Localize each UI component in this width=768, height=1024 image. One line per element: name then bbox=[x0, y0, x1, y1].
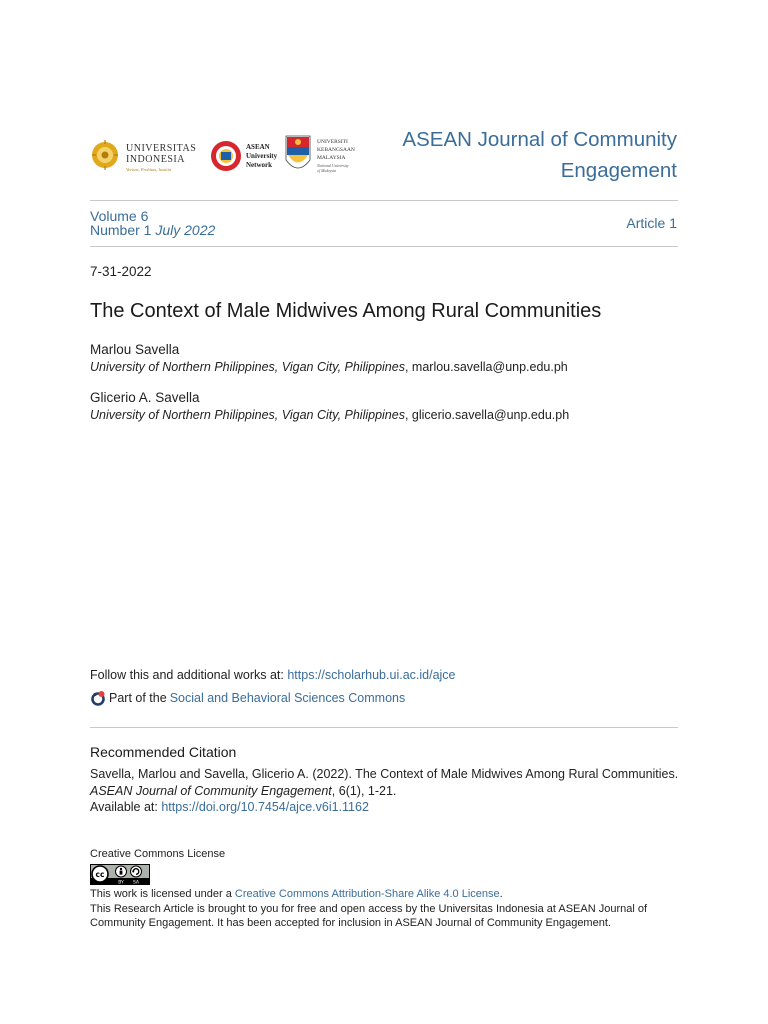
follow-line bbox=[90, 668, 456, 682]
access-line2: Community Engagement. It has been accepted for inclusion in ASEAN Journal of Community Engagement. bbox=[90, 917, 611, 929]
citation-journal: ASEAN Journal of Community Engagement bbox=[90, 783, 332, 798]
author-email: marlou.savella@unp.edu.ph bbox=[411, 360, 568, 374]
aun-logo-icon bbox=[211, 141, 241, 171]
partner-logos bbox=[90, 130, 360, 180]
cc-icon bbox=[92, 866, 108, 882]
aun-line2: University bbox=[246, 152, 278, 160]
aun-line3: Network bbox=[246, 161, 273, 169]
license-line bbox=[90, 887, 680, 902]
journal-title-line1: ASEAN Journal of Community bbox=[402, 128, 677, 151]
license-link[interactable]: Creative Commons Attribution-Share Alike 4.0 License bbox=[234, 888, 500, 900]
badge-sa-text: SA bbox=[132, 880, 140, 885]
article-title: The Context of Male Midwives Among Rural Communities bbox=[90, 300, 602, 322]
citation-divider bbox=[90, 727, 678, 728]
citation-volume-pages: , 6(1), 1-21. bbox=[331, 783, 397, 798]
access-line1: This Research Article is brought to you for free and open access by the Universitas Indonesia at ASEAN Journal of bbox=[90, 902, 648, 915]
article-number-link[interactable]: Article 1 bbox=[626, 215, 677, 231]
part-of-label: Part of the bbox=[109, 691, 167, 705]
number-date-line bbox=[90, 223, 215, 237]
share-alike-icon bbox=[131, 866, 142, 877]
ukm-crest-icon bbox=[286, 136, 310, 168]
ukm-sub2: of Malaysia bbox=[317, 168, 336, 173]
journal-title-line2: Engagement bbox=[560, 159, 677, 182]
affiliation-text: University of Northern Philippines, Vigan City, Philippines bbox=[90, 360, 405, 374]
ukm-line1: UNIVERSITI bbox=[317, 139, 348, 145]
issue-divider bbox=[90, 246, 678, 247]
follow-label: Follow this and additional works at: bbox=[90, 668, 284, 682]
author-email: glicerio.savella@unp.edu.ph bbox=[411, 408, 570, 422]
license-text bbox=[90, 887, 680, 931]
part-of-line bbox=[90, 690, 405, 706]
network-commons-icon bbox=[90, 690, 106, 706]
author-affiliation: University of Northern Philippines, Vigan City, Philippines, marlou.savella@unp.edu.ph bbox=[90, 360, 568, 374]
author-name: Glicerio A. Savella bbox=[90, 390, 200, 405]
ui-name-line2: INDONESIA bbox=[126, 154, 185, 165]
commons-link[interactable]: Social and Behavioral Sciences Commons bbox=[169, 691, 406, 705]
citation-line2 bbox=[90, 783, 690, 800]
available-label: Available at: bbox=[90, 800, 158, 814]
author-affiliation: University of Northern Philippines, Vigan City, Philippines, glicerio.savella@unp.edu.ph bbox=[90, 408, 570, 422]
ukm-sub1: National University bbox=[317, 163, 349, 168]
affiliation-text: University of Northern Philippines, Vigan City, Philippines bbox=[90, 408, 405, 422]
ui-name-line1: UNIVERSITAS bbox=[126, 143, 197, 154]
citation-heading: Recommended Citation bbox=[90, 744, 237, 760]
ui-motto: Veritas, Probitas, Iustitia bbox=[126, 167, 172, 172]
license-prefix: This work is licensed under a bbox=[90, 888, 232, 900]
badge-by-text: BY bbox=[118, 880, 124, 885]
citation-line1: Savella, Marlou and Savella, Glicerio A. (2022). The Context of Male Midwives Among Rural Communities. bbox=[90, 767, 679, 781]
universitas-indonesia-logo-icon bbox=[92, 140, 118, 170]
svg-text:cc: cc bbox=[95, 870, 105, 879]
citation-line3 bbox=[90, 799, 690, 816]
cc-by-sa-badge[interactable] bbox=[90, 864, 150, 885]
author-name: Marlou Savella bbox=[90, 342, 180, 357]
publication-date: 7-31-2022 bbox=[90, 264, 152, 279]
license-suffix: . bbox=[499, 888, 503, 900]
cc-heading: Creative Commons License bbox=[90, 848, 226, 860]
journal-title-link[interactable] bbox=[357, 124, 677, 186]
aun-line1: ASEAN bbox=[246, 143, 270, 151]
issue-info[interactable] bbox=[90, 209, 215, 237]
ukm-line2: KEBANGSAAN bbox=[317, 147, 355, 153]
issue-date: July 2022 bbox=[155, 222, 216, 238]
ukm-line3: MALAYSIA bbox=[317, 155, 346, 161]
by-person-icon bbox=[116, 866, 127, 877]
number-label: Number 1 bbox=[90, 222, 152, 238]
citation-text bbox=[90, 766, 690, 816]
follow-url-link[interactable]: https://scholarhub.ui.ac.id/ajce bbox=[287, 668, 456, 682]
volume-label: Volume 6 bbox=[90, 208, 149, 224]
doi-link[interactable]: https://doi.org/10.7454/ajce.v6i1.1162 bbox=[161, 800, 369, 814]
header-divider bbox=[90, 200, 678, 201]
